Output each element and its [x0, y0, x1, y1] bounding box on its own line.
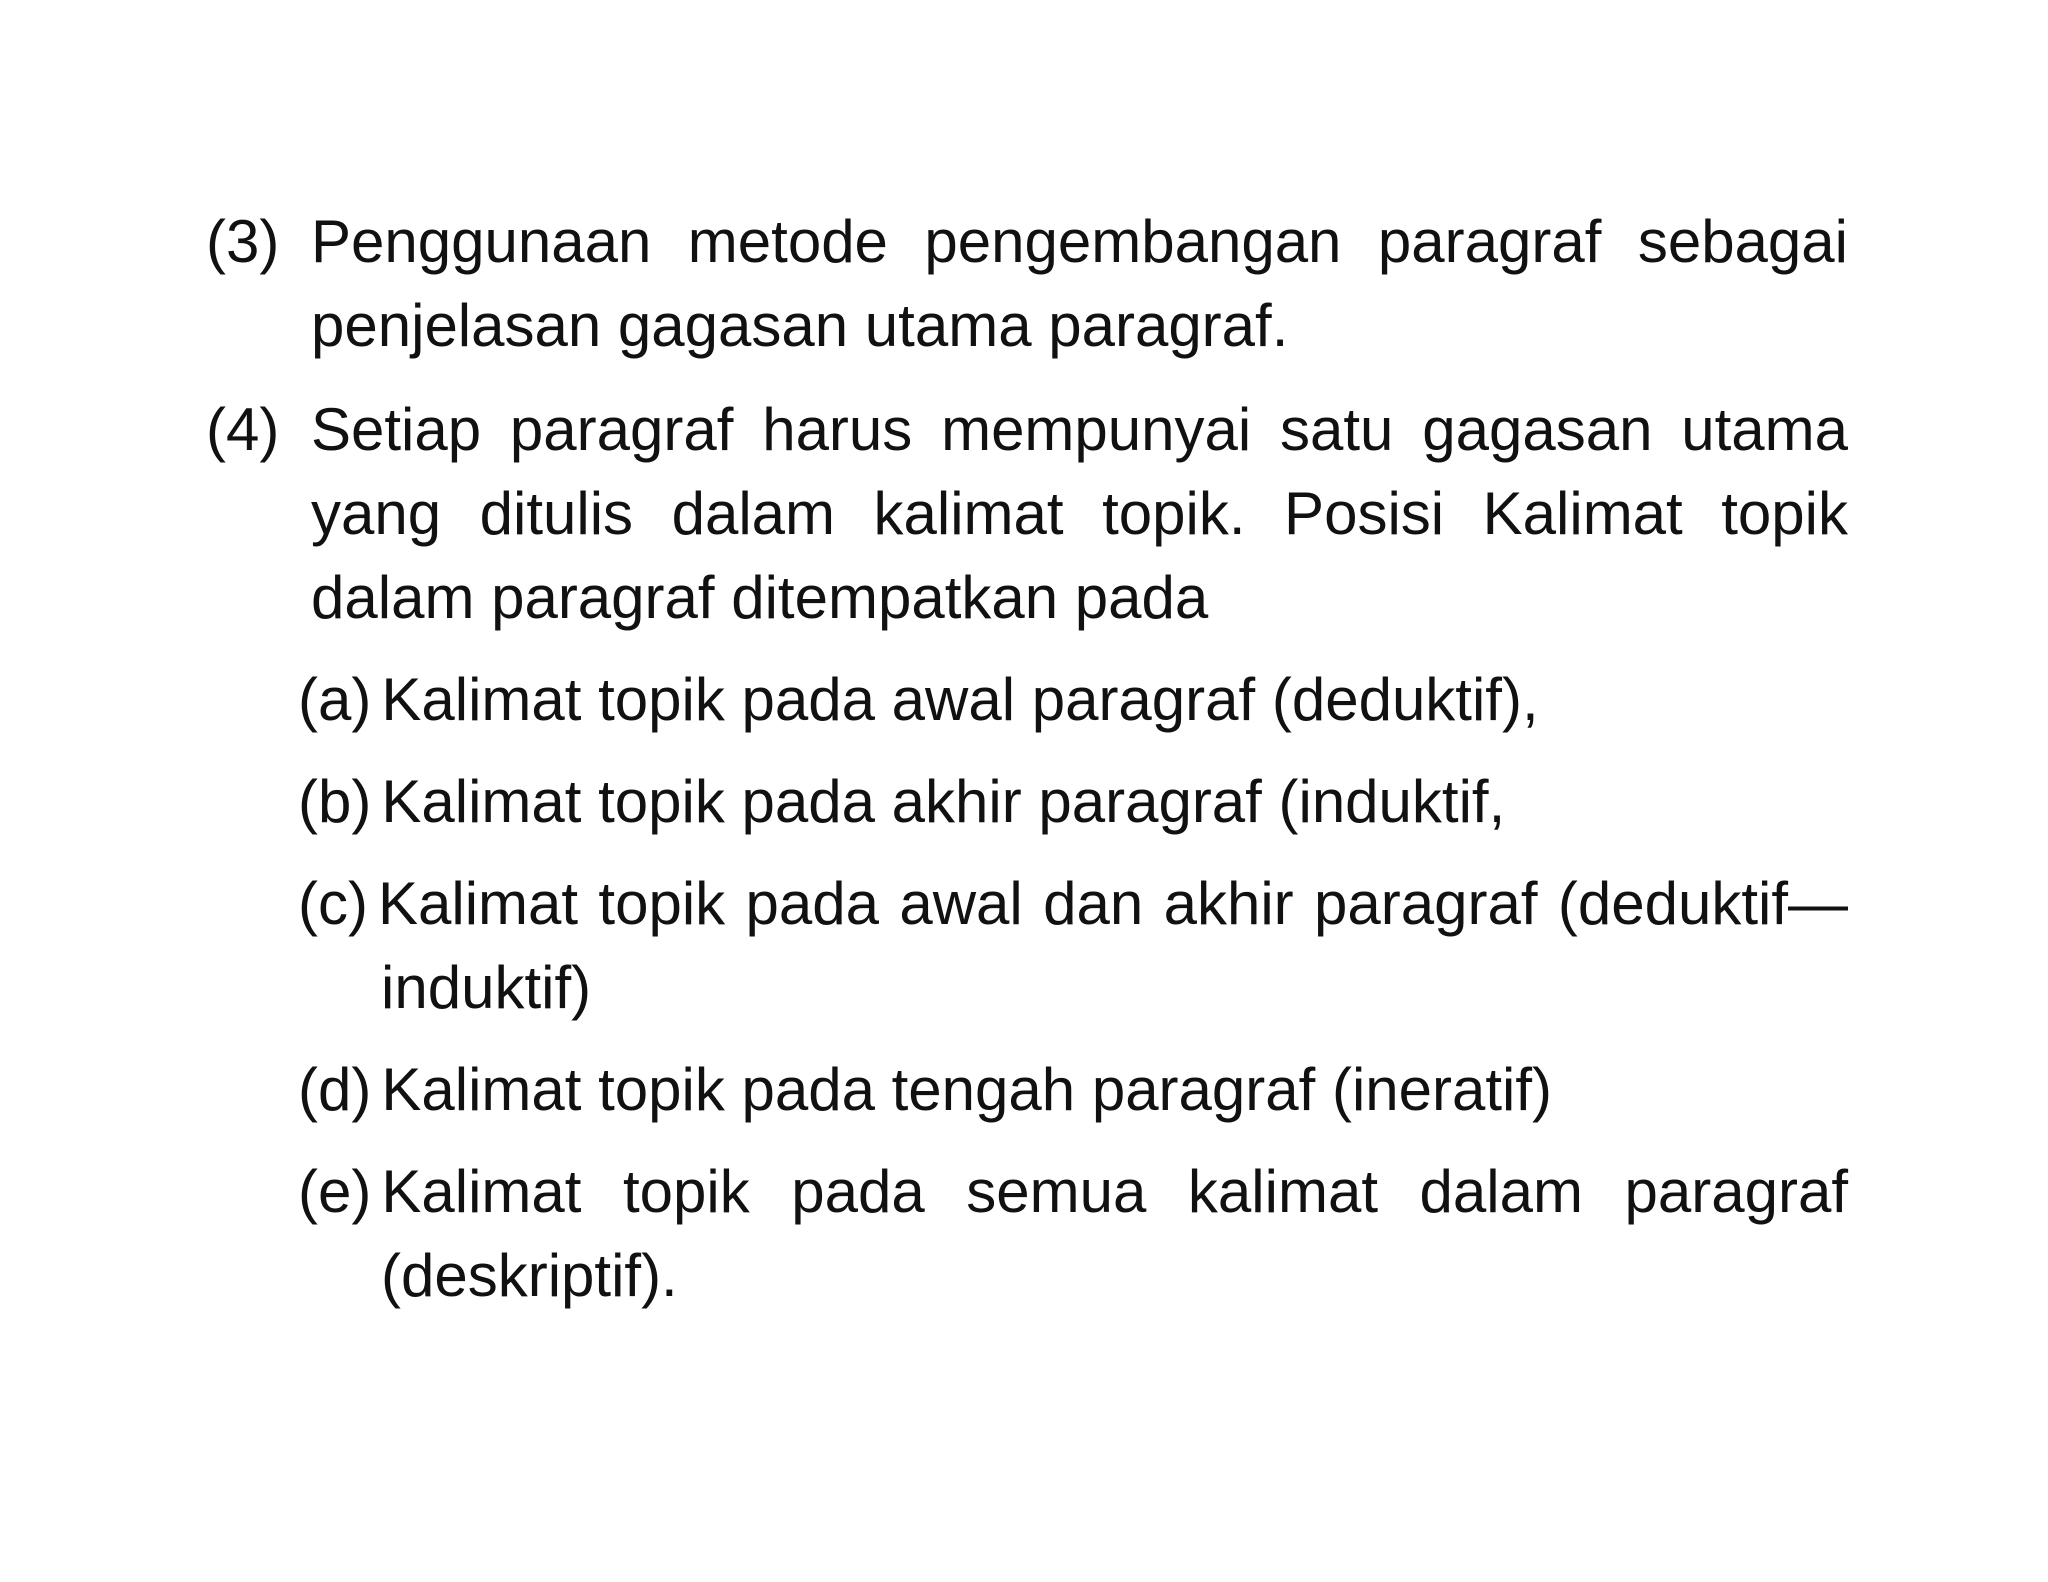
sub-item-text: Kalimat topik pada awal paragraf (deduktif), — [381, 666, 1539, 733]
slide-body — [206, 200, 1848, 1318]
sub-item-marker: (e) — [298, 1158, 372, 1225]
item-marker: (3) — [206, 208, 280, 275]
sub-list — [206, 658, 1848, 1318]
sub-item-text: Kalimat topik pada akhir paragraf (induktif, — [381, 768, 1506, 835]
sub-item-c — [206, 862, 1848, 1030]
sub-item-marker: (d) — [298, 1056, 372, 1123]
sub-item-text: Kalimat topik pada semua kalimat dalam paragraf (deskriptif). — [381, 1158, 1848, 1309]
sub-item-text: Kalimat topik pada awal dan akhir paragraf (deduktif—induktif) — [377, 870, 1848, 1021]
sub-item-b — [206, 760, 1848, 844]
list-item-4 — [206, 388, 1848, 640]
item-text: Penggunaan metode pengembangan paragraf sebagai penjelasan gagasan utama paragraf. — [311, 208, 1848, 359]
list-item-3 — [206, 200, 1848, 368]
sub-item-e — [206, 1150, 1848, 1318]
sub-item-a — [206, 658, 1848, 742]
sub-item-marker: (b) — [298, 768, 372, 835]
sub-item-d — [206, 1048, 1848, 1132]
sub-item-marker: (a) — [298, 666, 372, 733]
sub-item-text: Kalimat topik pada tengah paragraf (ineratif) — [381, 1056, 1553, 1123]
item-marker: (4) — [206, 396, 280, 463]
item-text: Setiap paragraf harus mempunyai satu gagasan utama yang ditulis dalam kalimat topik. Posisi Kalimat topik dalam paragraf ditempatkan pada — [311, 396, 1848, 631]
sub-item-marker: (c) — [298, 870, 368, 937]
